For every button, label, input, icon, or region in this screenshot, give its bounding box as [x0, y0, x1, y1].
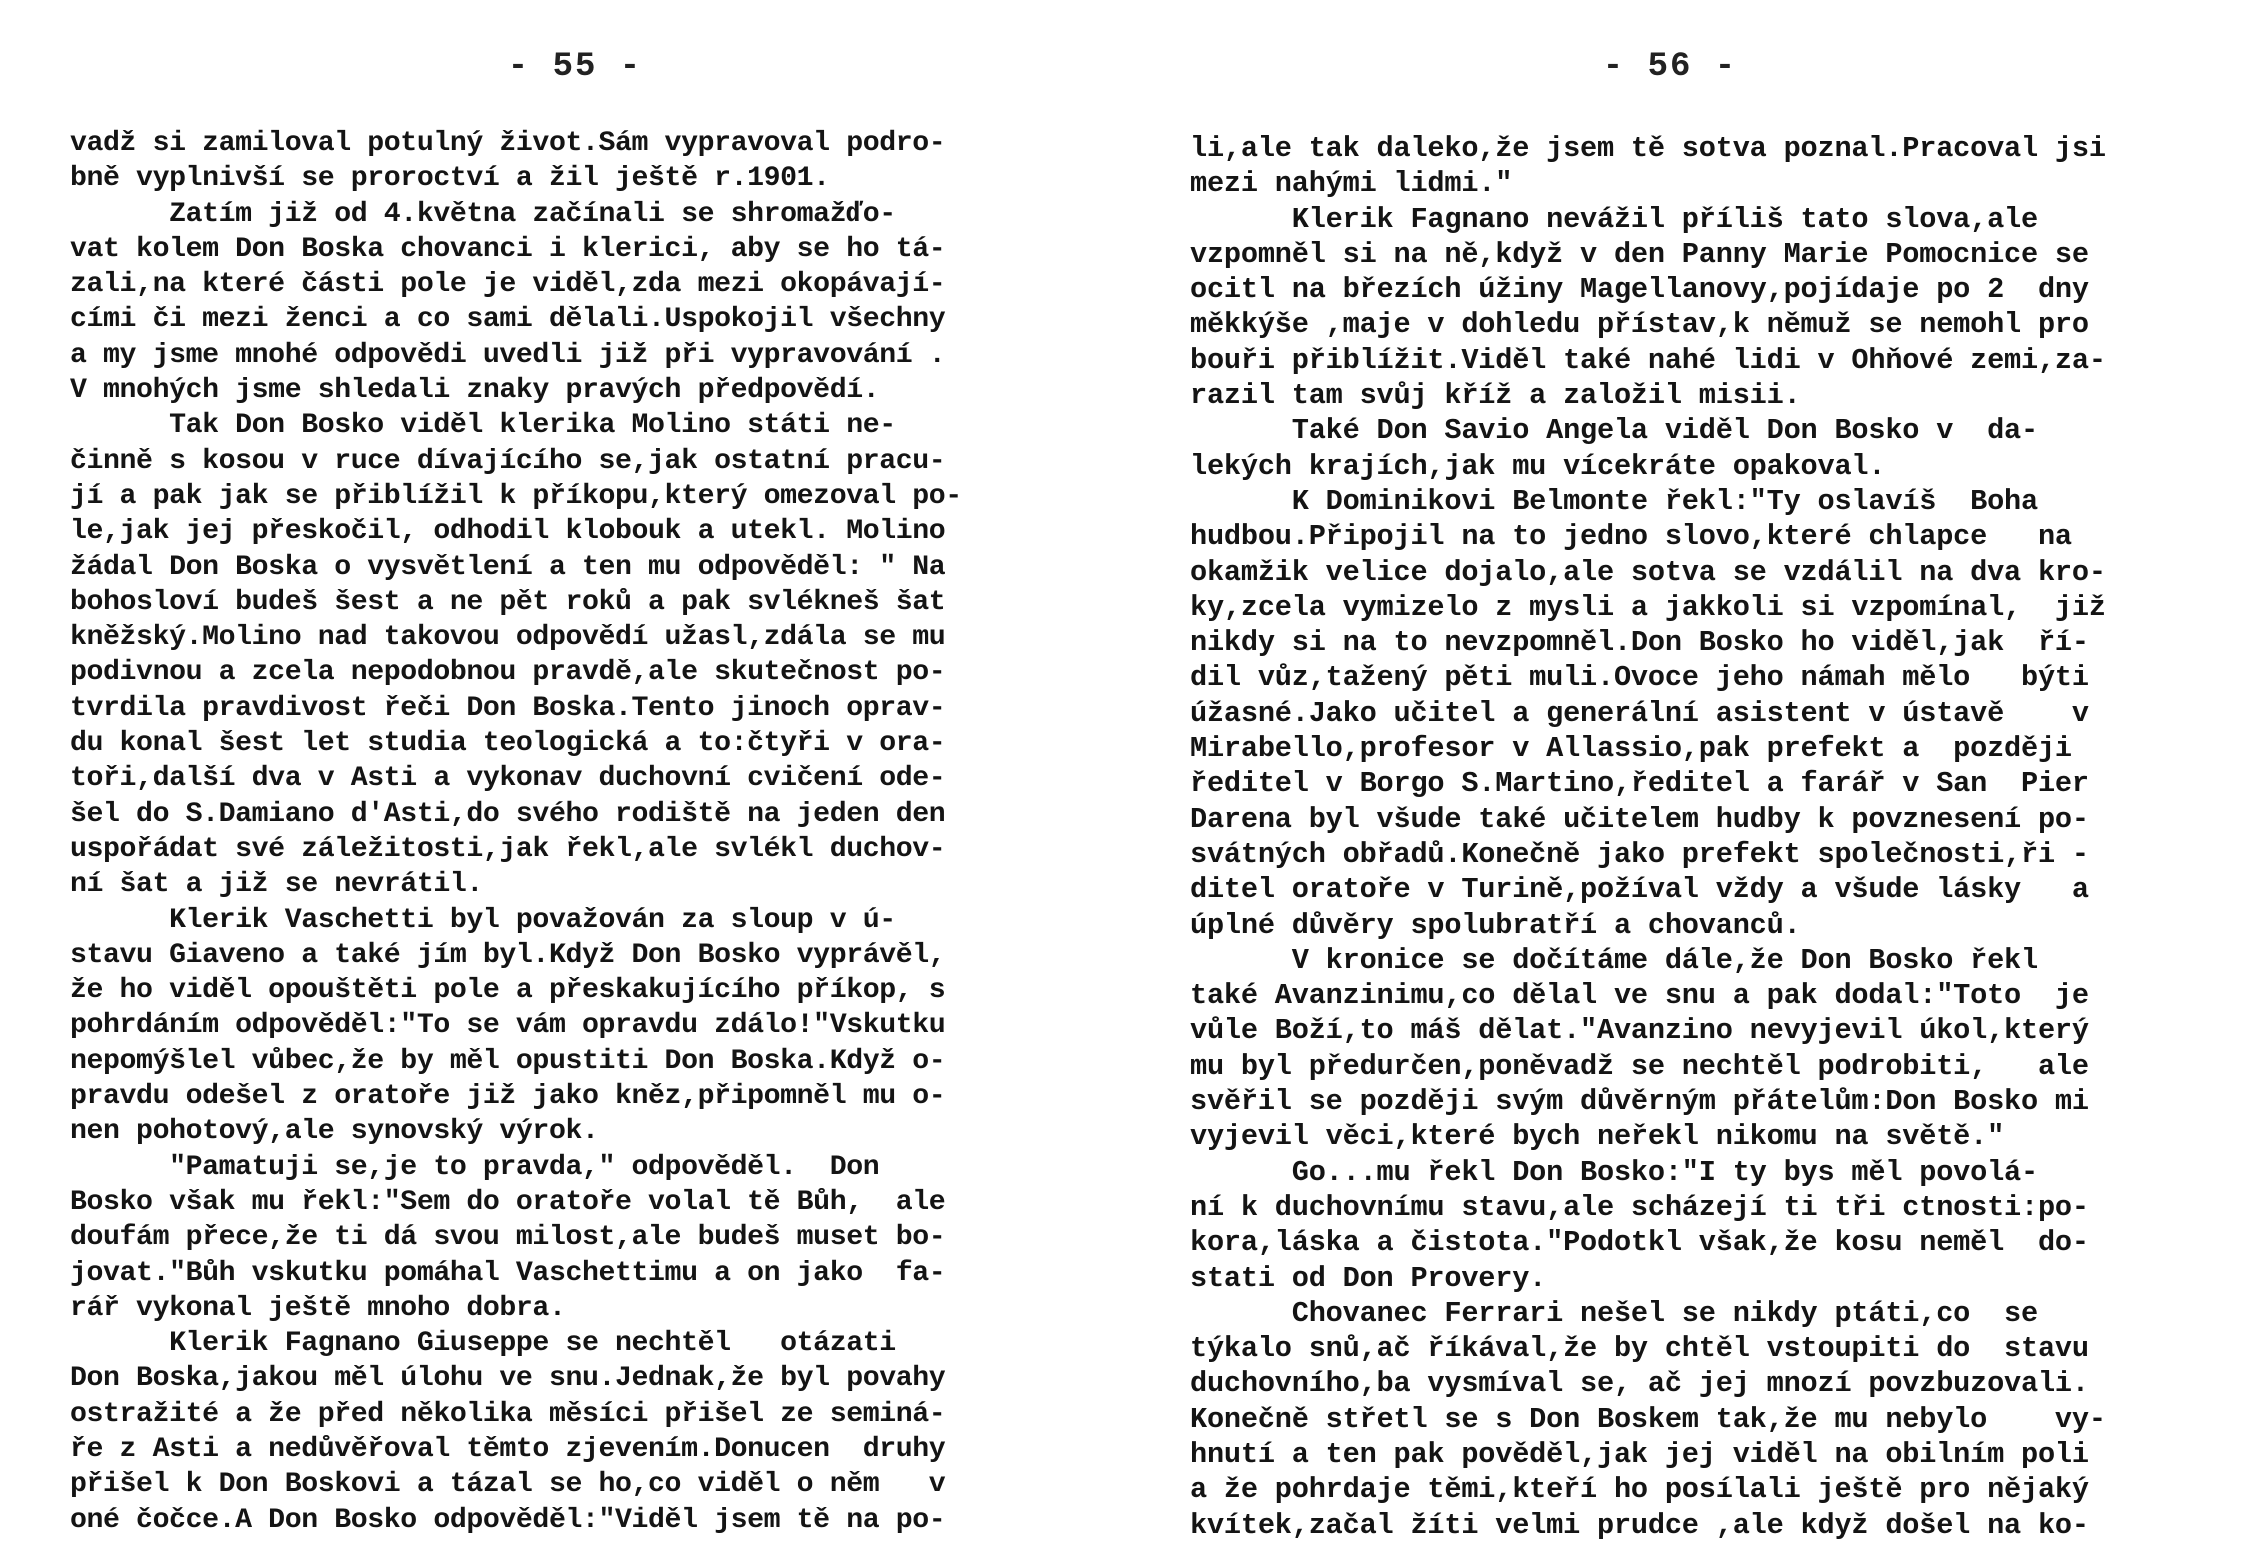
text-line: Go...mu řekl Don Bosko:"I ty bys měl povolá- — [1190, 1155, 2038, 1189]
text-line: rář vykonal ještě mnoho dobra. — [70, 1292, 566, 1324]
text-line: vůle Boží,to máš dělat."Avanzino nevyjevil úkol,který — [1190, 1014, 2089, 1048]
text-line: okamžik velice dojalo,ale sotva se vzdálil na dva kro- — [1190, 555, 2106, 589]
text-line: jí a pak jak se přiblížil k příkopu,který omezoval po- — [70, 480, 962, 512]
text-line: pravdu odešel z oratoře již jako kněz,připomněl mu o- — [70, 1081, 946, 1113]
text-line: razil tam svůj kříž a založil misii. — [1190, 379, 1801, 413]
text-line: nepomýšlel vůbec,že by měl opustiti Don Boska.Když o- — [70, 1045, 946, 1077]
text-line: Zatím již od 4.května začínali se shromažďo- — [70, 198, 896, 230]
text-line: také Avanzinimu,co dělal ve snu a pak dodal:"Toto je — [1190, 979, 2089, 1013]
text-line: Konečně střetl se s Don Boskem tak,že mu nebylo vy- — [1190, 1402, 2106, 1436]
text-line: Bosko však mu řekl:"Sem do oratoře volal tě Bůh, ale — [70, 1186, 946, 1218]
right-page — [1190, 0, 2190, 1542]
text-line: Klerik Fagnano Giuseppe se nechtěl otázati — [70, 1328, 896, 1360]
text-line: dil vůz,tažený pěti muli.Ovoce jeho námah mělo býti — [1190, 661, 2089, 695]
text-line: V mnohých jsme shledali znaky pravých předpovědí. — [70, 375, 880, 407]
text-line: šel do S.Damiano d'Asti,do svého rodiště na jeden den — [70, 798, 946, 830]
text-line: a že pohrdaje těmi,kteří ho posílali ještě pro nějaký — [1190, 1473, 2089, 1507]
text-line: že ho viděl opouštěti pole a přeskakujícího příkop, s — [70, 975, 946, 1007]
text-line: týkalo snů,ač říkával,že by chtěl vstoupiti do stavu — [1190, 1332, 2089, 1366]
text-line: Don Boska,jakou měl úlohu ve snu.Jednak,že byl povahy — [70, 1363, 946, 1395]
text-line: du konal šest let studia teologická a to:čtyři v ora- — [70, 728, 946, 760]
page-text — [70, 126, 1080, 1538]
text-line: jovat."Bůh vskutku pomáhal Vaschettimu a on jako fa- — [70, 1257, 946, 1289]
text-line: ní šat a již se nevrátil. — [70, 869, 483, 901]
page-text — [1190, 131, 2190, 1543]
text-line: činně s kosou v ruce dívajícího se,jak ostatní pracu- — [70, 445, 946, 477]
text-line: kvítek,začal žíti velmi prudce ,ale když došel na ko- — [1190, 1508, 2089, 1542]
text-line: vyjevil věci,které bych neřekl nikomu na světě." — [1190, 1120, 2005, 1154]
text-line: ocitl na březích úžiny Magellanovy,pojídaje po 2 dny — [1190, 273, 2089, 307]
text-line: Klerik Vaschetti byl považován za sloup v ú- — [70, 904, 896, 936]
text-line: nen pohotový,ale synovský výrok. — [70, 1116, 599, 1148]
text-line: hnutí a ten pak pověděl,jak jej viděl na obilním poli — [1190, 1437, 2089, 1471]
text-line: tvrdila pravdivost řeči Don Boska.Tento jinoch oprav- — [70, 692, 946, 724]
text-line: "Pamatuji se,je to pravda," odpověděl. Don — [70, 1151, 880, 1183]
text-line: ní k duchovnímu stavu,ale scházejí ti tři ctnosti:po- — [1190, 1190, 2089, 1224]
text-line: bouři přiblížit.Viděl také nahé lidi v Ohňové zemi,za- — [1190, 343, 2106, 377]
text-line: žádal Don Boska o vysvětlení a ten mu odpověděl: " Na — [70, 551, 946, 583]
text-line: oné čočce.A Don Bosko odpověděl:"Viděl jsem tě na po- — [70, 1504, 946, 1536]
text-line: a my jsme mnohé odpovědi uvedli již při vypravování . — [70, 339, 946, 371]
text-line: le,jak jej přeskočil, odhodil klobouk a utekl. Molino — [70, 516, 946, 548]
text-line: stavu Giaveno a také jím byl.Když Don Bosko vyprávěl, — [70, 939, 946, 971]
text-line: duchovního,ba vysmíval se, ač jej mnozí povzbuzovali. — [1190, 1367, 2089, 1401]
text-line: podivnou a zcela nepodobnou pravdě,ale skutečnost po- — [70, 657, 946, 689]
text-line: vadž si zamiloval potulný život.Sám vypravoval podro- — [70, 128, 946, 159]
text-line: stati od Don Provery. — [1190, 1261, 1547, 1295]
text-line: ředitel v Borgo S.Martino,ředitel a farář v San Pier — [1190, 767, 2089, 801]
page-number: - 55 - — [507, 48, 643, 86]
text-line: Také Don Savio Angela viděl Don Bosko v da- — [1190, 414, 2038, 448]
text-line: Mirabello,profesor v Allassio,pak prefekt a později — [1190, 732, 2072, 766]
text-line: svěřil se později svým důvěrným přátelům:Don Bosko mi — [1190, 1085, 2089, 1119]
text-line: mezi nahými lidmi." — [1190, 167, 1513, 201]
text-line: ditel oratoře v Turině,požíval vždy a všude lásky a — [1190, 873, 2089, 907]
text-line: ky,zcela vymizelo z mysli a jakkoli si vzpomínal, již — [1190, 590, 2106, 624]
text-line: Tak Don Bosko viděl klerika Molino státi ne- — [70, 410, 896, 442]
text-line: zali,na které části pole je viděl,zda mezi okopávají- — [70, 269, 946, 301]
text-line: vzpomněl si na ně,když v den Panny Marie Pomocnice se — [1190, 237, 2089, 271]
text-line: ře z Asti a nedůvěřoval těmto zjevením.Donucen druhy — [70, 1433, 946, 1465]
text-line: vat kolem Don Boska chovanci i klerici, aby se ho tá- — [70, 233, 946, 265]
text-line: úplné důvěry spolubratří a chovanců. — [1190, 908, 1801, 942]
text-line: K Dominikovi Belmonte řekl:"Ty oslavíš Boha — [1190, 484, 2038, 518]
page-number: - 56 - — [1602, 48, 1738, 86]
text-line: ostražité a že před několika měsíci přišel ze seminá- — [70, 1398, 946, 1430]
text-line: V kronice se dočítáme dále,že Don Bosko řekl — [1190, 943, 2038, 977]
text-line: hudbou.Připojil na to jedno slovo,které chlapce na — [1190, 520, 2072, 554]
text-line: Darena byl všude také učitelem hudby k povznesení po- — [1190, 802, 2089, 836]
text-line: nikdy si na to nevzpomněl.Don Bosko ho viděl,jak ří- — [1190, 626, 2089, 660]
text-line: pohrdáním odpověděl:"To se vám opravdu zdálo!"Vskutku — [70, 1010, 946, 1042]
text-line: bně vyplnivší se proroctví a žil ještě r.1901. — [70, 163, 830, 195]
text-line: doufám přece,že ti dá svou milost,ale budeš muset bo- — [70, 1222, 946, 1254]
text-line: mu byl předurčen,poněvadž se nechtěl podrobiti, ale — [1190, 1049, 2089, 1083]
text-line: úžasné.Jako učitel a generální asistent v ústavě v — [1190, 696, 2089, 730]
text-line: měkkýše ,maje v dohledu přístav,k němuž se nemohl pro — [1190, 308, 2089, 342]
text-line: bohosloví budeš šest a ne pět roků a pak svlékneš šat — [70, 586, 946, 618]
left-page — [70, 0, 1080, 1536]
text-line: uspořádat své záležitosti,jak řekl,ale svlékl duchov- — [70, 833, 946, 865]
text-line: cími či mezi ženci a co sami dělali.Uspokojil všechny — [70, 304, 946, 336]
text-line: Chovanec Ferrari nešel se nikdy ptáti,co se — [1190, 1296, 2038, 1330]
text-line: toři,další dva v Asti a vykonav duchovní cvičení ode- — [70, 763, 946, 795]
text-line: lekých krajích,jak mu vícekráte opakoval. — [1190, 449, 1886, 483]
text-line: svátných obřadů.Konečně jako prefekt společnosti,ři - — [1190, 837, 2089, 871]
text-line: přišel k Don Boskovi a tázal se ho,co viděl o něm v — [70, 1469, 946, 1501]
text-line: Klerik Fagnano nevážil příliš tato slova,ale — [1190, 202, 2038, 236]
text-line: kora,láska a čistota."Podotkl však,že kosu neměl do- — [1190, 1226, 2089, 1260]
text-line: kněžský.Molino nad takovou odpovědí užasl,zdála se mu — [70, 622, 946, 654]
text-line: li,ale tak daleko,že jsem tě sotva poznal.Pracoval jsi — [1190, 132, 2106, 165]
